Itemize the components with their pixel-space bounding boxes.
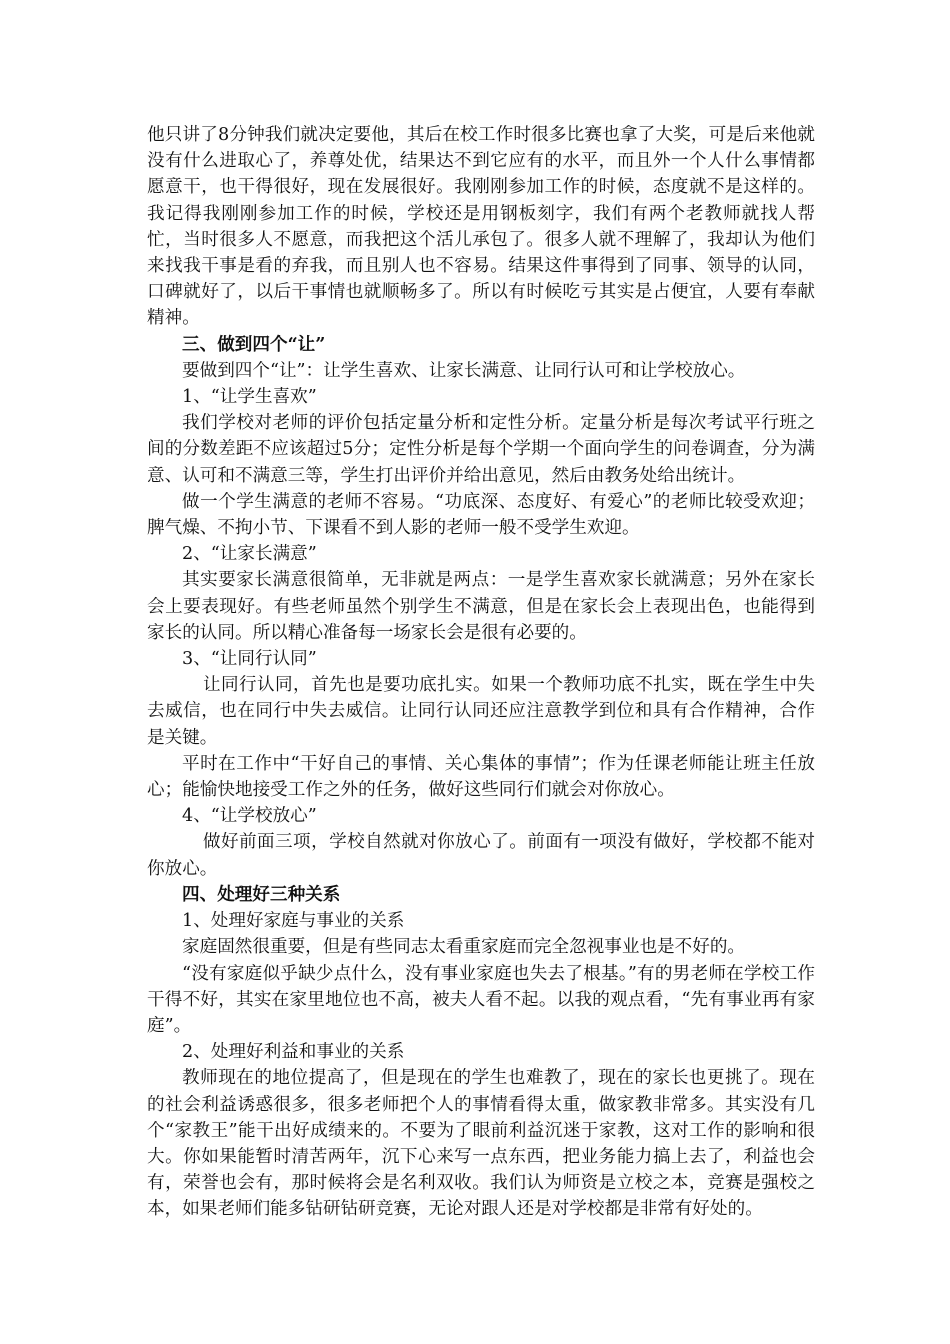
paragraph: 让同行认同，首先也是要功底扎实。如果一个教师功底不扎实，既在学生中失去威信，也在同行中失去威信。让同行认同还应注意教学到位和具有合作精神，合作是关键。 — [147, 675, 815, 748]
subsection-heading: 2、处理好利益和事业的关系 — [182, 1042, 405, 1063]
paragraph: 其实要家长满意很简单，无非就是两点：一是学生喜欢家长就满意；另外在家长会上要表现好。有些老师虽然个别学生不满意，但是在家长会上表现出色，也能得到家长的认同。所以精心准备每一场家长会是很有必要的。 — [147, 570, 815, 643]
subsection-heading: 3、“让同行认同” — [182, 649, 317, 670]
section-heading: 四、处理好三种关系 — [182, 883, 341, 905]
paragraph: 做好前面三项，学校自然就对你放心了。前面有一项没有做好，学校都不能对你放心。 — [147, 832, 815, 879]
paragraph: 做一个学生满意的老师不容易。“功底深、态度好、有爱心”的老师比较受欢迎；脾气燥、不拘小节、下课看不到人影的老师一般不受学生欢迎。 — [147, 491, 815, 539]
subsection-heading: 1、“让学生喜欢” — [182, 387, 317, 408]
subsection-heading: 4、“让学校放心” — [182, 806, 317, 827]
paragraph: “没有家庭似乎缺少点什么，没有事业家庭也失去了根基。”有的男老师在学校工作干得不好，其实在家里地位也不高，被夫人看不起。以我的观点看，“先有事业再有家庭”。 — [147, 963, 815, 1036]
subsection-heading: 2、“让家长满意” — [182, 544, 317, 565]
paragraph: 平时在工作中“干好自己的事情、关心集体的事情”；作为任课老师能让班主任放心；能愉快地接受工作之外的任务，做好这些同行们就会对你放心。 — [147, 753, 815, 801]
paragraph: 教师现在的地位提高了，但是现在的学生也难教了，现在的家长也更挑了。现在的社会利益诱惑很多，很多老师把个人的事情看得太重，做家教非常多。其实没有几个“家教王”能干出好成绩来的。不要为了眼前利益沉迷于家教，这对工作的影响和很大。你如果能暂时清苦两年，沉下心来写一点东西，把业务能力搞上去了，利益也会有，荣誉也会有，那时候将会是名利双收。我们认为师资是立校之本，竞赛是强校之本，如果老师们能多钻研钻研竞赛，无论对跟人还是对学校都是非常有好处的。 — [147, 1068, 815, 1220]
subsection-heading: 1、处理好家庭与事业的关系 — [182, 911, 405, 932]
paragraph: 要做到四个“让”：让学生喜欢、让家长满意、让同行认可和让学校放心。 — [182, 360, 746, 381]
paragraph: 我们学校对老师的评价包括定量分析和定性分析。定量分析是每次考试平行班之间的分数差距不应该超过5分；定性分析是每个学期一个面向学生的问卷调查，分为满意、认可和不满意三等，学生打出评价并给出意见，然后由教务处给出统计。 — [147, 413, 815, 486]
paragraph: 家庭固然很重要，但是有些同志太看重家庭而完全忽视事业也是不好的。 — [182, 937, 746, 958]
document-body — [147, 122, 815, 1223]
paragraph: 他只讲了8分钟我们就决定要他，其后在校工作时很多比赛也拿了大奖，可是后来他就没有什么进取心了，养尊处优，结果达不到它应有的水平，而且外一个人什么事情都愿意干，也干得很好，现在发展很好。我刚刚参加工作的时候，态度就不是这样的。我记得我刚刚参加工作的时候，学校还是用钢板刻字，我们有两个老教师就找人帮忙，当时很多人不愿意，而我把这个活儿承包了。很多人就不理解了，我却认为他们来找我干事是看的弃我，而且别人也不容易。结果这件事得到了同事、领导的认同，口碑就好了，以后干事情也就顺畅多了。所以有时候吃亏其实是占便宜，人要有奉献精神。 — [147, 125, 815, 329]
section-heading: 三、做到四个“让” — [182, 333, 326, 355]
